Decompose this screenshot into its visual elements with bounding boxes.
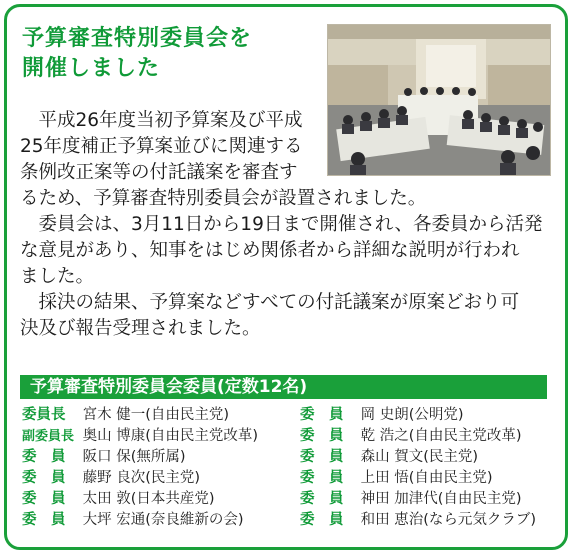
member-role: 委 員 <box>300 470 344 486</box>
member-role: 委 員 <box>22 491 66 507</box>
member-name: 和田 恵治(なら元気クラブ) <box>360 512 537 528</box>
body-line: 採決の結果、予算案などすべての付託議案が原案どおり可 <box>20 292 520 313</box>
member-name: 太田 敦(日本共産党) <box>82 491 215 507</box>
member-row <box>300 405 464 426</box>
body-line: な意見があり、知事をはじめ関係者から詳細な説明が行われ <box>20 240 520 261</box>
member-role: 委 員 <box>22 512 66 528</box>
member-name: 神田 加津代(自由民主党) <box>360 491 522 507</box>
member-row <box>22 426 258 447</box>
member-name: 岡 史朗(公明党) <box>360 407 464 423</box>
members-section <box>20 375 547 528</box>
member-role: 委員長 <box>22 407 66 423</box>
article-title <box>22 24 252 84</box>
member-name: 藤野 良次(民主党) <box>82 470 201 486</box>
title-line-1: 予算審査特別委員会を <box>22 26 253 51</box>
member-row <box>300 426 522 447</box>
member-role: 委 員 <box>22 449 66 465</box>
article-body <box>20 108 550 342</box>
body-line: ました。 <box>20 266 95 287</box>
member-role: 副委員長 <box>22 429 75 444</box>
member-name: 大坪 宏通(奈良維新の会) <box>82 512 244 528</box>
member-row <box>22 447 186 468</box>
body-line: 平成26年度当初予算案及び平成 <box>20 110 303 131</box>
member-name: 宮木 健一(自由民主党) <box>82 407 230 423</box>
member-row <box>22 405 229 426</box>
member-name: 乾 浩之(自由民主党改革) <box>360 428 522 444</box>
member-row <box>300 510 536 531</box>
member-role: 委 員 <box>300 512 344 528</box>
member-role: 委 員 <box>300 491 344 507</box>
body-line: 委員会は、3月11日から19日まで開催され、各委員から活発 <box>20 214 543 235</box>
body-line: るため、予算審査特別委員会が設置されました。 <box>20 188 427 209</box>
member-row <box>300 447 478 468</box>
body-line: 条例改正案等の付託議案を審査す <box>20 162 298 183</box>
member-row <box>22 510 244 531</box>
member-role: 委 員 <box>22 470 66 486</box>
member-row <box>22 468 200 489</box>
member-name: 森山 賀文(民主党) <box>360 449 479 465</box>
member-role: 委 員 <box>300 428 344 444</box>
member-role: 委 員 <box>300 407 344 423</box>
member-role: 委 員 <box>300 449 344 465</box>
member-name: 奥山 博康(自由民主党改革) <box>82 428 259 444</box>
body-line: 25年度補正予算案並びに関連する <box>20 136 303 157</box>
member-name: 上田 悟(自由民主党) <box>360 470 493 486</box>
members-heading: 予算審査特別委員会委員(定数12名) <box>20 375 547 399</box>
member-row <box>300 489 522 510</box>
body-line: 決及び報告受理されました。 <box>20 318 261 339</box>
member-name: 阪口 保(無所属) <box>82 449 186 465</box>
title-line-2: 開催しました <box>22 56 161 81</box>
member-row <box>22 489 215 510</box>
member-row <box>300 468 493 489</box>
